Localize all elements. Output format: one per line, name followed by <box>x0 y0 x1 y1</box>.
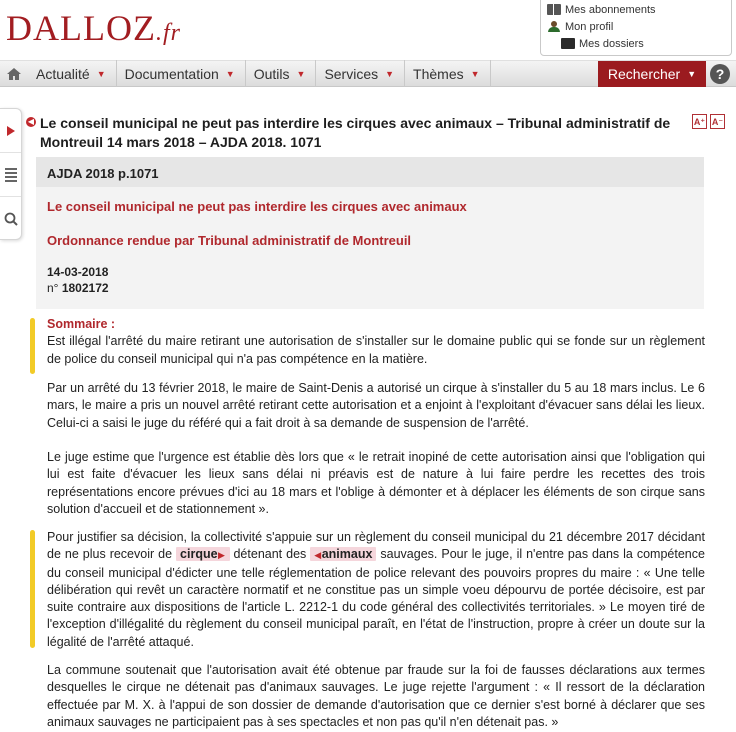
user-menu-item-dossiers[interactable] <box>541 35 731 52</box>
previous-match-icon: ◀ <box>314 550 322 561</box>
caret-down-icon: ▼ <box>385 68 395 79</box>
user-menu <box>540 0 732 56</box>
document-subtitle: Le conseil municipal ne peut pas interdire les cirques avec animaux <box>47 199 467 214</box>
bullet-icon: ◀ <box>27 117 35 126</box>
body-paragraph: Par un arrêté du 13 février 2018, le maire de Saint-Denis a autorisé un cirque à s'installer du 5 au 18 mars inclus. Le 6 mars, le maire a pris un nouvel arrêté retirant cette autorisation et a enjoint à l'exploitant d'évacuer sans délai les lieux. Celui-ci a saisi le juge du référé qui a fait droit à sa demande de suspension de l'arrêté. <box>47 381 705 430</box>
annotation-marker[interactable] <box>30 530 35 648</box>
article-title: Le conseil municipal ne peut pas interdire les cirques avec animaux – Tribunal administratif de Montreuil 14 mars 2018 – AJDA 2018. 1071 <box>40 115 671 150</box>
expand-arrow-icon[interactable] <box>0 109 21 153</box>
dalloz-logo[interactable]: DALLOZ.fr <box>6 8 181 48</box>
main-navbar <box>0 60 736 87</box>
user-menu-label: Mon profil <box>565 20 614 33</box>
help-button[interactable]: ? <box>710 64 730 84</box>
home-icon[interactable] <box>0 60 28 87</box>
user-menu-label: Mes dossiers <box>579 37 644 50</box>
side-toolbar <box>0 108 22 240</box>
font-decrease-icon[interactable]: A⁻ <box>710 114 725 129</box>
document-info-block <box>36 157 704 309</box>
court-name: Ordonnance rendue par Tribunal administratif de Montreuil <box>47 233 412 248</box>
body-paragraph: Pour justifier sa décision, la collectivité s'appuie sur un règlement du conseil municipal du 21 décembre 2017 décidant de ne plus recevoir de cirque▶ détenant des ◀animaux sauvages. Pour le juge, il n'entre pas dans la compétence du conseil municipal d'édicter une telle réglementation de police relevant des pouvoirs propres du maire : « Une telle délibération qui revêt un caractère normatif et ne constitue pas un simple voeu dépourvu de portée décisoire, est par suite contraire aux dispositions de l'article L. 2212-1 du code général des collectivités territoriales. » Le moyen tiré de l'exception d'illégalité du règlement du conseil municipal paraît, en l'état de l'instruction, propre à créer un doute sur la légalité de l'arrêté attaqué. <box>47 530 705 649</box>
caret-down-icon: ▼ <box>96 68 106 79</box>
search-highlight[interactable]: cirque▶ <box>176 547 229 561</box>
table-of-contents-icon[interactable] <box>0 153 21 197</box>
font-size-controls <box>692 114 725 129</box>
decision-date: 14-03-2018 <box>47 265 109 279</box>
caret-down-icon: ▼ <box>687 69 697 79</box>
sommaire-heading: Sommaire : <box>47 317 116 331</box>
sommaire-section <box>47 316 705 368</box>
body-paragraph: Le juge estime que l'urgence est établie dès lors que « le retrait inopiné de cette autorisation ainsi que l'obligation qui lui est faite d'évacuer les lieux sans délai ni préavis est de nature à lui faire perdre les recettes des trois représentations encore prévues d'ici au 18 mars et l'oblige à démonter et à déplacer les éléments de son cirque sans solution d'accueil et de stationnement ». <box>47 450 705 516</box>
user-menu-item-abonnements[interactable] <box>541 1 731 18</box>
nav-themes[interactable]: Thèmes ▼ <box>405 60 491 87</box>
nav-outils[interactable]: Outils ▼ <box>246 60 317 87</box>
search-highlight[interactable]: ◀animaux <box>310 547 376 561</box>
user-menu-item-profil[interactable] <box>541 18 731 35</box>
annotation-marker[interactable] <box>30 318 35 374</box>
nav-actualite[interactable]: Actualité ▼ <box>28 60 117 87</box>
caret-down-icon: ▼ <box>470 68 480 79</box>
document-reference: AJDA 2018 p.1071 <box>36 157 704 187</box>
font-increase-icon[interactable]: A⁺ <box>692 114 707 129</box>
book-icon <box>547 4 561 15</box>
user-icon <box>547 21 561 32</box>
caret-down-icon: ▼ <box>225 68 235 79</box>
nav-services[interactable]: Services ▼ <box>316 60 405 87</box>
folder-icon <box>561 38 575 49</box>
header <box>0 0 736 60</box>
sommaire-text: Est illégal l'arrêté du maire retirant une autorisation de s'installer sur le domaine public qui se fonde sur un règlement de police du conseil municipal qui n'a pas compétence en la matière. <box>47 334 705 366</box>
decision-number: n° 1802172 <box>47 281 109 295</box>
nav-documentation[interactable]: Documentation ▼ <box>117 60 246 87</box>
caret-down-icon: ▼ <box>296 68 306 79</box>
search-icon[interactable] <box>0 197 21 241</box>
next-match-icon: ▶ <box>217 550 226 561</box>
user-menu-label: Mes abonnements <box>565 3 656 16</box>
search-button[interactable]: Rechercher ▼ <box>598 61 706 87</box>
body-paragraph: La commune soutenait que l'autorisation avait été obtenue par fraude sur la foi de fausses déclarations aux termes desquelles le cirque ne détenait pas d'animaux sauvages. Le juge rejette l'argument : « Il ressort de la déclaration effectuée par M. X. à l'appui de son dossier de demande d'autorisation que ce dernier s'est borné à déclarer que ses animaux sauvages ne participaient pas à ses spectacles et non pas qu'il n'en détenait pas. » <box>47 663 705 729</box>
